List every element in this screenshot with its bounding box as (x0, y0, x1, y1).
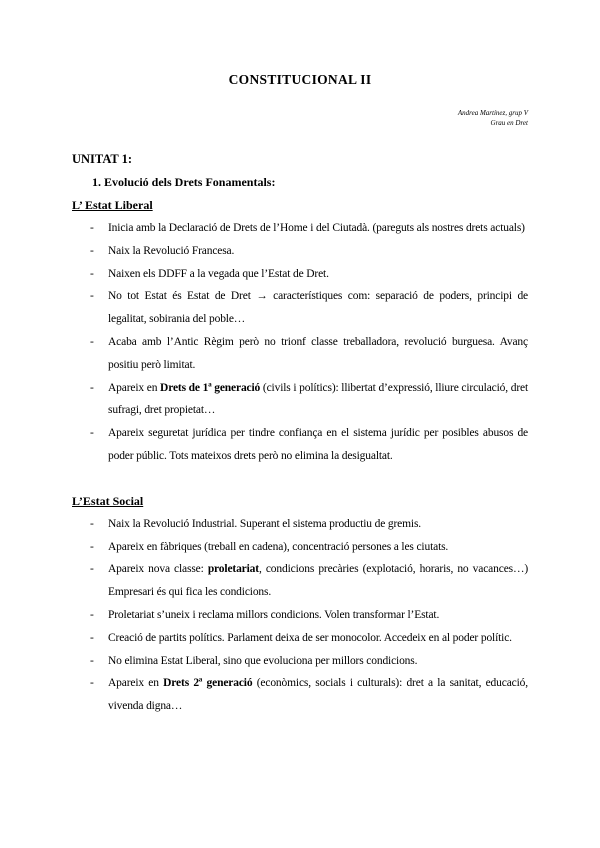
list-item-text-before: Apareix en (108, 677, 164, 690)
page-title: CONSTITUCIONAL II (228, 72, 372, 87)
list-item: - Apareix en fàbriques (treball en cadena), concentració persones a les ciutats. (72, 536, 528, 559)
list-item: - Naix la Revolució Industrial. Superant el sistema productiu de gremis. (72, 513, 528, 536)
section-heading-social: L’Estat Social (72, 493, 144, 508)
author-name: Andrea Martínez, grup V (457, 109, 528, 117)
list-item-emphasis: Drets de 1ª generació (160, 381, 261, 394)
list-item: - Naixen els DDFF a la vegada que l’Estat de Dret. (72, 263, 528, 286)
list-item-text-after: (civils i polítics): llibertat d’expressió, lliure circulació, dret sufragi, dret propietat… (108, 381, 528, 417)
list-item: - No elimina Estat Liberal, sino que evoluciona per millors condicions. (72, 650, 528, 673)
list-item-text-before: Apareix en (108, 381, 161, 394)
bullet-list-liberal (72, 217, 528, 468)
list-item: - Acaba amb l’Antic Règim però no trionf classe treballadora, revolució burguesa. Avanç positiu però limitat. (72, 331, 528, 377)
list-item: - Naix la Revolució Francesa. (72, 240, 528, 263)
list-item-text-before: Apareix nova classe: (108, 563, 208, 576)
list-item: - Apareix seguretat jurídica per tindre confiança en el sistema jurídic per posibles abusos de poder públic. Tots mateixos drets però no elimina la desigualtat. (72, 422, 528, 468)
section-heading-liberal: L’ Estat Liberal (72, 198, 153, 212)
unit-heading: UNITAT 1: (72, 152, 133, 166)
list-item-text-after: (econòmics, socials i culturals): dret a la sanitat, educació, vivenda digna… (108, 677, 528, 713)
list-item (72, 558, 528, 604)
list-item-emphasis: proletariat (207, 563, 259, 576)
bullet-list-social (72, 513, 528, 718)
list-item: - Creació de partits polítics. Parlament deixa de ser monocolor. Accedeix en al poder polític. (72, 627, 528, 650)
list-item: - No tot Estat és Estat de Dret → característiques com: separació de poders, principi de legalitat, sobirania del poble… (72, 285, 528, 331)
list-item-text-after: , condicions precàries (explotació, horaris, no vacances…) Empresari és qui fica les condicions. (108, 563, 529, 599)
list-item: - Inicia amb la Declaració de Drets de l’Home i del Ciutadà. (pareguts als nostres drets actuals) (72, 217, 528, 240)
author-degree: Grau en Dret (490, 119, 528, 127)
list-item: - Proletariat s’uneix i reclama millors condicions. Volen transformar l’Estat. (72, 604, 528, 627)
list-item-emphasis: Drets 2ª generació (163, 677, 253, 690)
topic-heading: 1. Evolució dels Drets Fonamentals: (92, 175, 276, 189)
list-item (72, 672, 528, 718)
author-block (72, 108, 528, 128)
list-item (72, 377, 528, 423)
